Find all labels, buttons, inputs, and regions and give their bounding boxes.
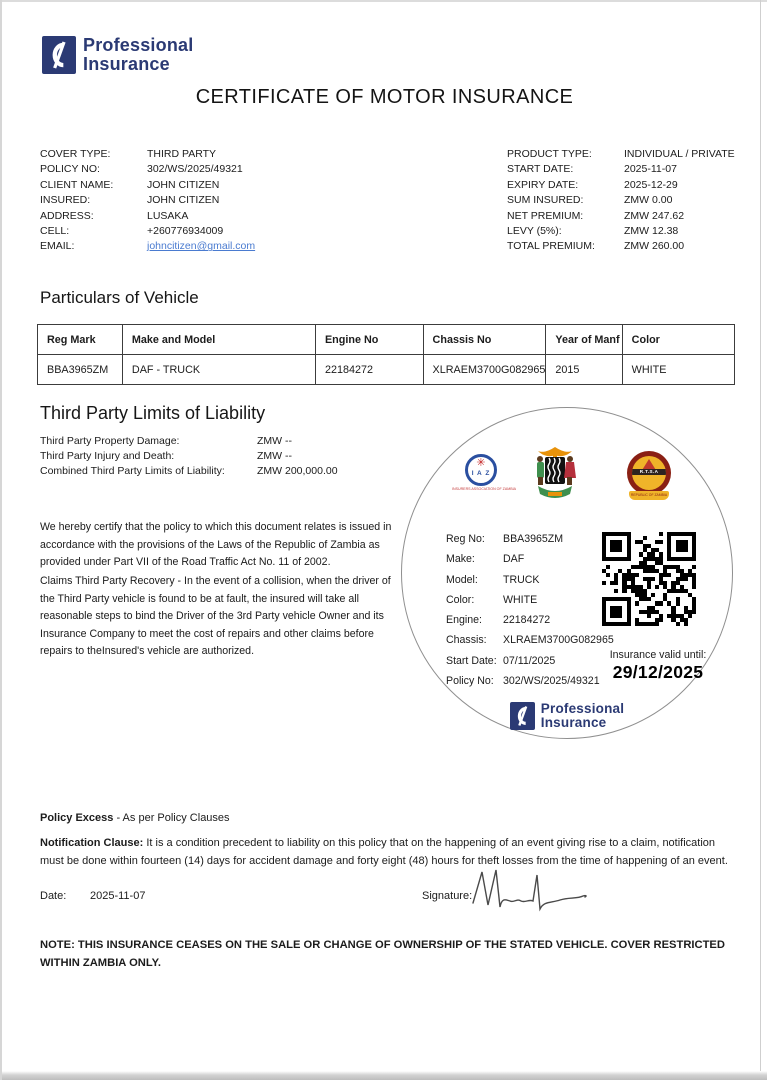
disc-engine-row: Engine: 22184272	[446, 614, 551, 627]
cover-type-row: COVER TYPE: THIRD PARTY	[40, 148, 217, 160]
cell-engine-no: 22184272	[315, 355, 423, 385]
total-premium-row: TOTAL PREMIUM: ZMW 260.00	[507, 240, 685, 253]
company-name-line2: Insurance	[83, 54, 170, 74]
vehicle-table-row	[38, 355, 735, 385]
disc-company-logo	[402, 702, 732, 730]
page-edge-top	[2, 0, 767, 2]
signature-label: Signature:	[422, 890, 473, 902]
vehicle-table-header-row	[38, 325, 735, 355]
company-logo	[42, 36, 193, 74]
rtsa-abbr: R.T.S.A	[632, 469, 666, 475]
validity-block	[588, 649, 728, 683]
claims-recovery-paragraph: Claims Third Party Recovery - In the event of a collision, when the driver of the Third Party vehicle is found to be at fault, the insured will take all reasonable steps to bind the Driver of the 3rd Party vehicle Owner and its Insurance Company to meet the cost of repairs and other claims before repairs to theInsured's vehicle are authorized.	[40, 575, 391, 658]
iaz-subtext: INSURERS ASSOCIATION OF ZAMBIA	[452, 487, 517, 491]
address-row: ADDRESS: LUSAKA	[40, 209, 189, 222]
professional-insurance-logo-icon	[42, 36, 76, 74]
rtsa-logo	[625, 451, 673, 503]
policy-excess-label: Policy Excess	[40, 812, 114, 824]
col-year-of-manf: Year of Manf	[546, 325, 622, 355]
cell-reg-mark: BBA3965ZM	[38, 355, 123, 385]
iaz-logo	[452, 454, 517, 491]
disc-policy-no-row: Policy No: 302/WS/2025/49321	[446, 675, 600, 688]
sum-insured-row: SUM INSURED: ZMW 0.00	[507, 194, 673, 207]
policy-info-left	[40, 147, 255, 255]
signature-image	[465, 863, 595, 920]
certification-paragraph: We hereby certify that the policy to which this document relates is issued in accordance with the provisions of the Laws of the Republic of Zambia as provided under Part VII of the Road Traffic Act No. 11 of 2002.	[40, 521, 392, 569]
note-text: NOTE: THIS INSURANCE CEASES ON THE SALE OR CHANGE OF OWNERSHIP OF THE STATED VEHICLE. COVER RESTRICTED WITHIN ZAMBIA ONLY.	[40, 939, 725, 969]
notification-clause: Notification Clause: It is a condition precedent to liability on this policy that on the happening of an event giving rise to a claim, notification must be done within fourteen (14) days for accident damage and forty eight (48) hours for theft losses from the time of happening of an event.	[40, 837, 728, 867]
iaz-logo-icon	[465, 454, 497, 486]
product-type-row: PRODUCT TYPE: INDIVIDUAL / PRIVATE	[507, 148, 735, 160]
vehicle-section-heading: Particulars of Vehicle	[40, 288, 199, 307]
iaz-abbr: I A Z	[471, 470, 491, 477]
disc-chassis-row: Chassis: XLRAEM3700G082965	[446, 634, 614, 647]
expiry-date-row: EXPIRY DATE: 2025-12-29	[507, 178, 678, 191]
net-premium-row: NET PREMIUM: ZMW 247.62	[507, 209, 685, 222]
cell-color: WHITE	[622, 355, 734, 385]
rtsa-logo-icon	[627, 451, 671, 495]
document-title: CERTIFICATE OF MOTOR INSURANCE	[195, 86, 574, 108]
liability-list	[40, 434, 338, 478]
company-name-line1: Professional	[83, 35, 194, 55]
zambia-coat-of-arms-icon	[526, 444, 584, 513]
valid-until-label: Insurance valid until:	[609, 649, 707, 661]
client-name-row: CLIENT NAME: JOHN CITIZEN	[40, 178, 220, 191]
policy-no-row: POLICY NO: 302/WS/2025/49321	[40, 163, 243, 176]
disc-reg-no-row: Reg No: BBA3965ZM	[446, 533, 564, 545]
email-link[interactable]: johncitizen@gmail.com	[147, 240, 256, 253]
col-make-model: Make and Model	[122, 325, 315, 355]
cell-chassis-no: XLRAEM3700G082965	[423, 355, 546, 385]
date-row: Date: 2025-11-07	[40, 890, 146, 902]
disc-start-date-row: Start Date: 07/11/2025	[446, 654, 556, 667]
date-value: 2025-11-07	[90, 890, 146, 902]
policy-info-right	[507, 147, 735, 255]
cell-make-model: DAF - TRUCK	[122, 355, 315, 385]
cell-row: CELL: +260776934009	[40, 225, 224, 238]
property-damage-row: Third Party Property Damage: ZMW --	[40, 435, 292, 447]
cell-year-of-manf: 2015	[546, 355, 622, 385]
col-color: Color	[622, 325, 734, 355]
qr-code	[602, 532, 696, 626]
disc-model-row: Model: TRUCK	[446, 573, 540, 586]
valid-until-date: 29/12/2025	[612, 662, 704, 682]
iaz-star-icon: ✳	[476, 457, 486, 469]
insured-row: INSURED: JOHN CITIZEN	[40, 194, 220, 207]
page-edge-right	[760, 0, 761, 1080]
page-edge-bottom	[2, 1071, 767, 1080]
vehicle-table	[37, 324, 735, 385]
disc-company-name: Professional Insurance	[540, 701, 625, 730]
levy-row: LEVY (5%): ZMW 12.38	[507, 225, 679, 238]
company-name	[83, 36, 193, 74]
start-date-row: START DATE: 2025-11-07	[507, 163, 677, 176]
disc-professional-insurance-logo-icon	[510, 702, 535, 730]
col-chassis-no: Chassis No	[423, 325, 546, 355]
policy-excess-line: Policy Excess - As per Policy Clauses	[40, 812, 230, 824]
disc-color-row: Color: WHITE	[446, 593, 538, 606]
rtsa-ribbon-text: REPUBLIC OF ZAMBIA	[629, 491, 669, 500]
insurance-disc	[401, 407, 733, 739]
email-row: EMAIL: johncitizen@gmail.com	[40, 240, 256, 253]
notification-clause-label: Notification Clause:	[40, 837, 144, 849]
col-reg-mark: Reg Mark	[38, 325, 123, 355]
combined-limits-row: Combined Third Party Limits of Liability: ZMW 200,000.00	[40, 464, 338, 477]
liability-section-heading: Third Party Limits of Liability	[40, 403, 266, 423]
disc-make-row: Make: DAF	[446, 553, 525, 566]
col-engine-no: Engine No	[315, 325, 423, 355]
injury-death-row: Third Party Injury and Death: ZMW --	[40, 449, 292, 462]
